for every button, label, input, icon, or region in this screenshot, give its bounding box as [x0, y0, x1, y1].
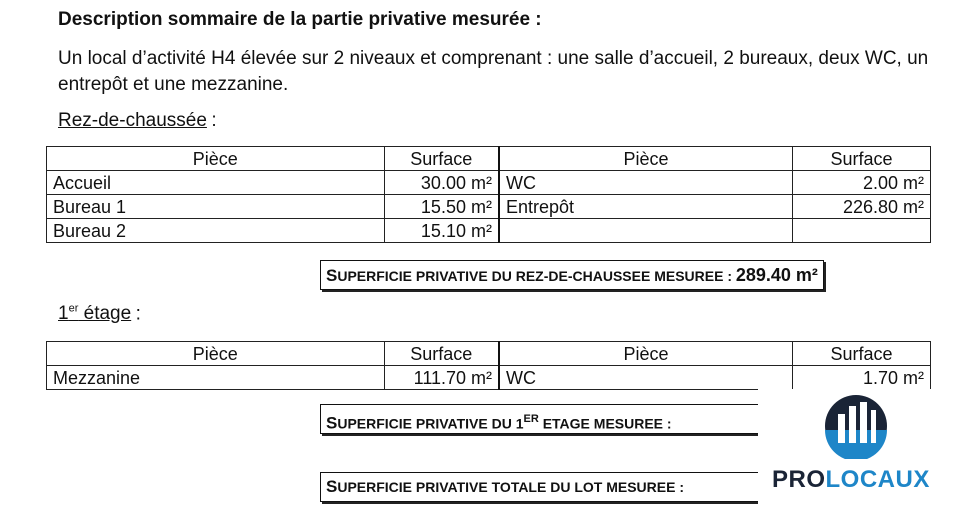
- room-name: WC: [499, 171, 793, 195]
- room-name: [499, 219, 793, 243]
- header-surface: Surface: [793, 342, 931, 366]
- room-surface: 111.70 m²: [384, 366, 499, 390]
- rdc-total-box: [320, 260, 824, 290]
- description-paragraph: Un local d’activité H4 élevée sur 2 niveaux et comprenant : une salle d’accueil, 2 bureaux, deux WC, un entrepôt et une mezzanine.: [58, 48, 929, 95]
- room-surface: 30.00 m²: [384, 171, 499, 195]
- room-name: Entrepôt: [499, 195, 793, 219]
- etage-label-sup: er: [68, 303, 79, 315]
- logo-text-part2: LOCAUX: [825, 466, 930, 493]
- header-piece: Pièce: [499, 147, 793, 171]
- total-initial: S: [326, 413, 338, 433]
- prolocaux-logo-text: [772, 466, 930, 494]
- table-row: [47, 366, 931, 390]
- header-surface: Surface: [793, 147, 931, 171]
- header-surface: Surface: [384, 342, 499, 366]
- rdc-colon: :: [211, 110, 217, 131]
- room-surface: 15.10 m²: [384, 219, 499, 243]
- total-label: UPERFICIE PRIVATIVE DU REZ-DE-CHAUSSEE MESUREE :: [337, 268, 736, 284]
- room-name: Bureau 1: [47, 195, 385, 219]
- header-piece: Pièce: [47, 342, 385, 366]
- etage-colon: :: [135, 303, 141, 325]
- total-label: ETAGE MESUREE :: [538, 415, 672, 432]
- etage-title: [58, 303, 141, 325]
- room-surface: 15.50 m²: [384, 195, 499, 219]
- header-surface: Surface: [384, 147, 499, 171]
- table-header-row: [47, 147, 931, 171]
- etage-total-box: [320, 404, 772, 434]
- total-label-sup: ER: [523, 413, 539, 425]
- header-piece: Pièce: [499, 342, 793, 366]
- table-row: [47, 195, 931, 219]
- rdc-title: [58, 110, 217, 132]
- room-surface: 1.70 m²: [793, 366, 931, 390]
- rdc-table: [46, 146, 931, 243]
- header-piece: Pièce: [47, 147, 385, 171]
- room-surface: 2.00 m²: [793, 171, 931, 195]
- total-initial: S: [326, 477, 338, 496]
- etage-label: [58, 303, 131, 324]
- total-label: UPERFICIE PRIVATIVE TOTALE DU LOT MESUREE :: [337, 479, 684, 495]
- room-name: Bureau 2: [47, 219, 385, 243]
- total-initial: S: [326, 266, 338, 285]
- room-surface: [793, 219, 931, 243]
- total-label: UPERFICIE PRIVATIVE DU 1: [337, 415, 524, 432]
- etage-label-text: étage: [78, 303, 132, 325]
- table-row: [47, 219, 931, 243]
- section-heading: Description sommaire de la partie privative mesurée :: [58, 9, 542, 30]
- etage-label-num: 1: [58, 303, 69, 325]
- rdc-total-value: 289.40 m²: [735, 265, 818, 285]
- room-name: WC: [499, 366, 793, 390]
- table-row: [47, 171, 931, 195]
- lot-total-box: [320, 472, 772, 502]
- room-name: Mezzanine: [47, 366, 385, 390]
- table-header-row: [47, 342, 931, 366]
- prolocaux-logo-icon: [820, 393, 892, 459]
- logo-text-part1: PRO: [772, 466, 826, 493]
- rdc-label: Rez-de-chaussée: [58, 110, 207, 131]
- room-name: Accueil: [47, 171, 385, 195]
- etage-table: [46, 341, 931, 390]
- room-surface: 226.80 m²: [793, 195, 931, 219]
